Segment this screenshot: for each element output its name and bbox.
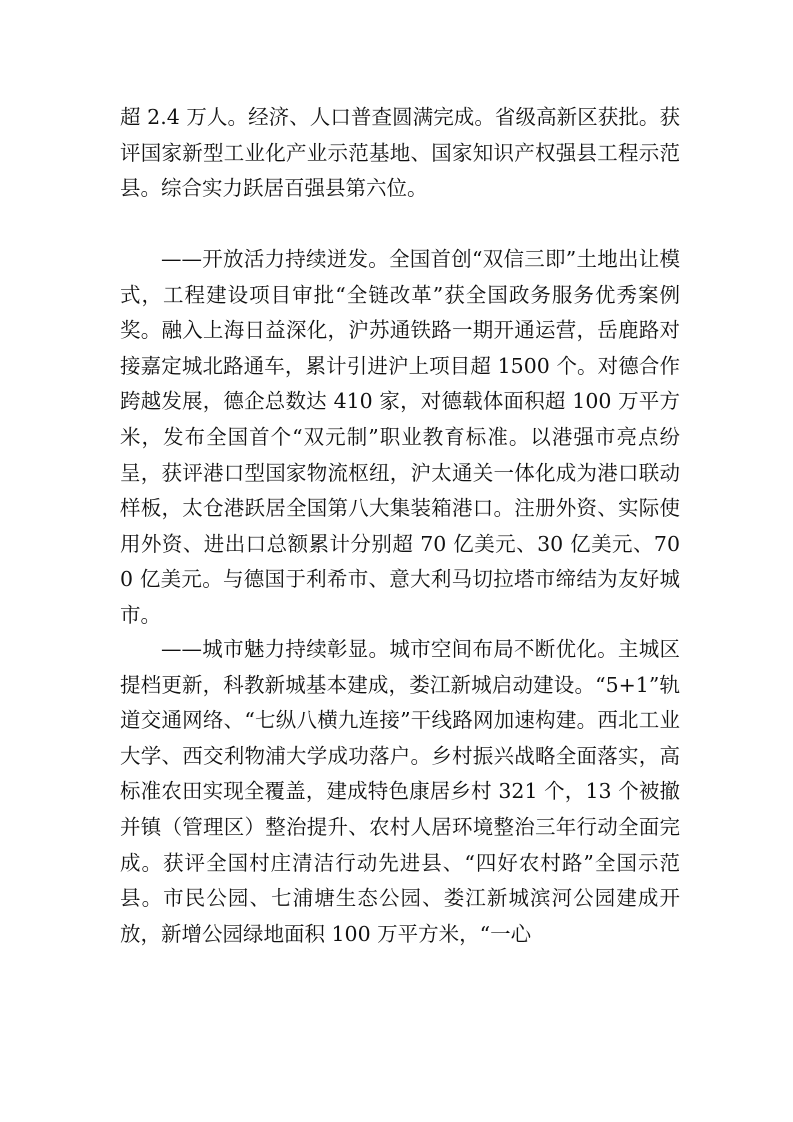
paragraph-city-charm: [120, 632, 680, 952]
paragraph-text: ——开放活力持续迸发。全国首创“双信三即”土地出让模式，工程建设项目审批“全链改革”获全国政务服务优秀案例奖。融入上海日益深化，沪苏通铁路一期开通运营，岳鹿路对接嘉定城北路通车，累计引进沪上项目超 1500 个。对德合作跨越发展，德企总数达 410 家，对德载体面积超 100 万平方米，发布全国首个“双元制”职业教育标准。以港强市亮点纷呈，获评港口型国家物流枢纽，沪太通关一体化成为港口联动样板，太仓港跃居全国第八大集装箱港口。注册外资、实际使用外资、进出口总额累计分别超 70 亿美元、30 亿美元、700 亿美元。与德国于利希市、意大利马切拉塔市缔结为友好城市。: [120, 247, 680, 627]
paragraph-economy-continued: [120, 100, 680, 207]
paragraph-openness: [120, 242, 680, 634]
paragraph-text: 超 2.4 万人。经济、人口普查圆满完成。省级高新区获批。获评国家新型工业化产业示范基地、国家知识产权强县工程示范县。综合实力跃居百强县第六位。: [120, 105, 680, 201]
paragraph-text: ——城市魅力持续彰显。城市空间布局不断优化。主城区提档更新，科教新城基本建成，娄江新城启动建设。“5+1”轨道交通网络、“七纵八横九连接”干线路网加速构建。西北工业大学、西交利物浦大学成功落户。乡村振兴战略全面落实，高标准农田实现全覆盖，建成特色康居乡村 321 个，13 个被撤并镇（管理区）整治提升、农村人居环境整治三年行动全面完成。获评全国村庄清洁行动先进县、“四好农村路”全国示范县。市民公园、七浦塘生态公园、娄江新城滨河公园建成开放，新增公园绿地面积 100 万平方米，“一心: [120, 637, 680, 946]
